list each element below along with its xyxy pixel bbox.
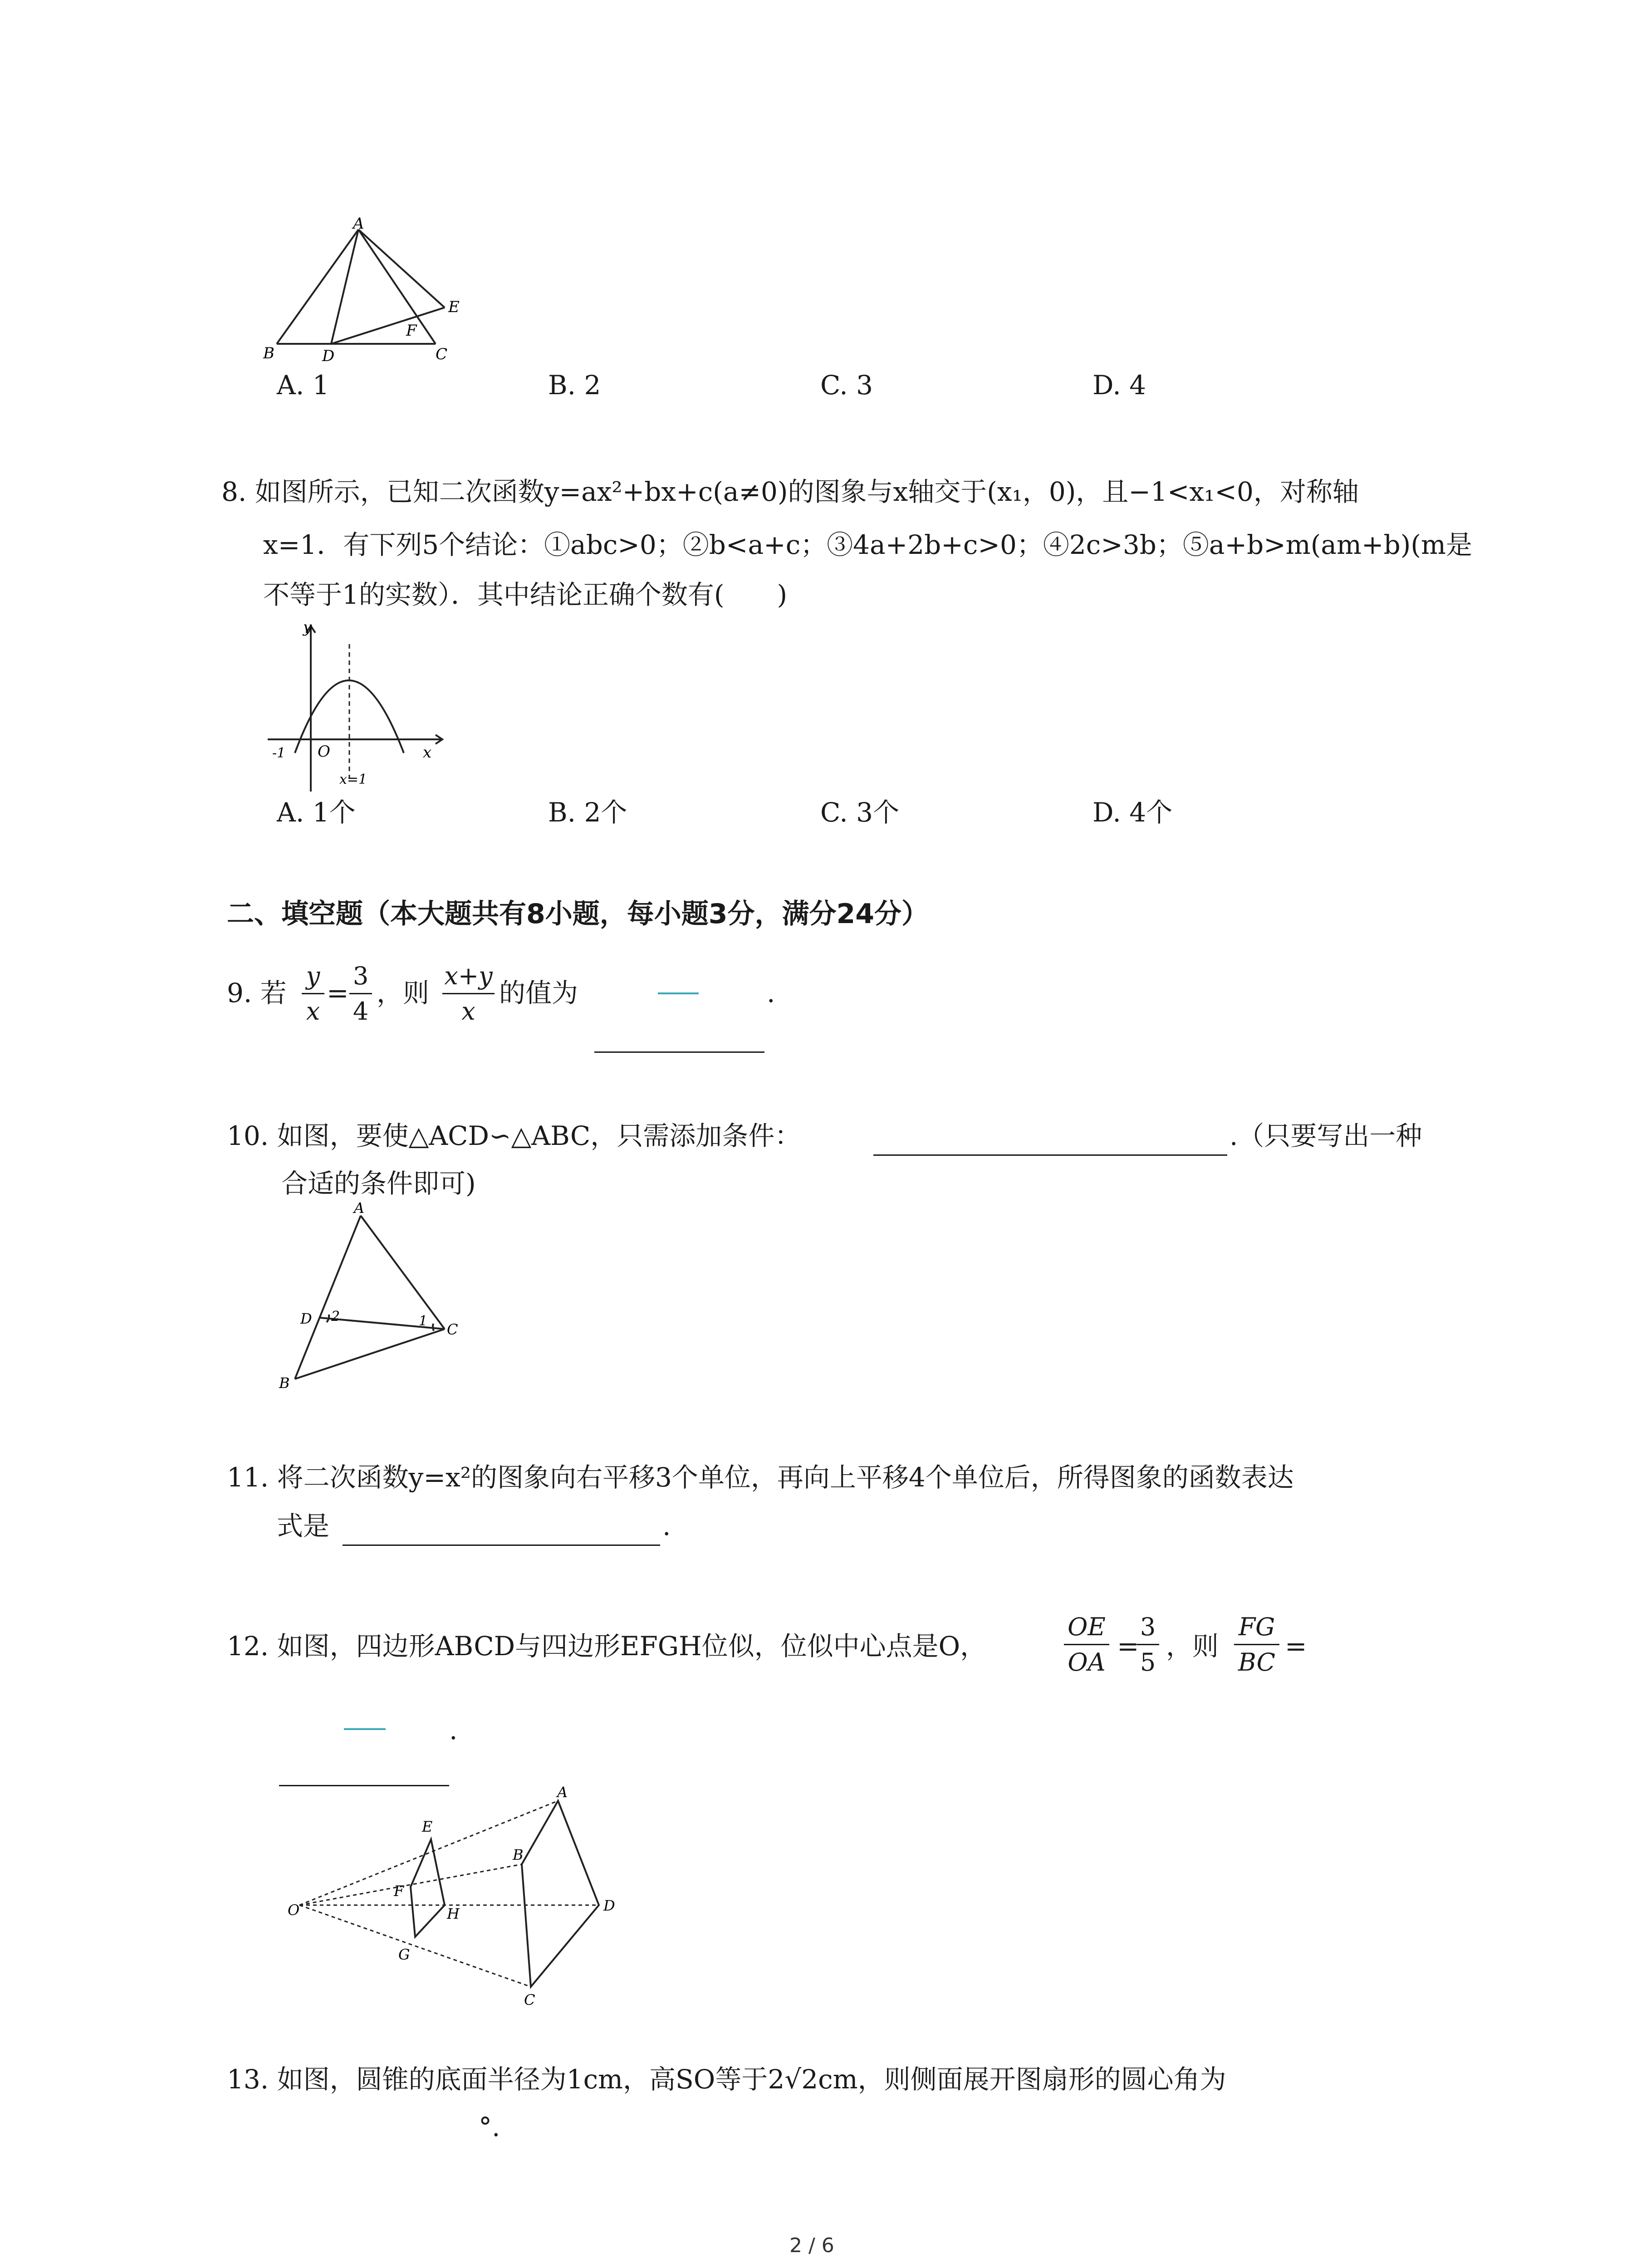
q9-fraction-xplusy-over-x	[442, 962, 495, 1026]
q9-prefix: 9. 若	[227, 978, 287, 1008]
q8-label-x: x	[423, 743, 432, 762]
q8-line-2: x=1．有下列5个结论：①abc>0；②b<a+c；③4a+2b+c>0；④2c>3b；⑤a+b>m(am+b)(m是	[263, 529, 1472, 560]
q10-label-c: C	[447, 1321, 458, 1338]
q12-answer-mark	[344, 1728, 386, 1730]
q7-option-d: D. 4	[1092, 370, 1146, 401]
q8-label-axis: x=1	[339, 772, 367, 787]
q12-homothety-figure	[272, 1783, 626, 2009]
q10-label-angle-2: 2	[331, 1309, 340, 1325]
q9-frac2-den: 4	[353, 997, 369, 1026]
q12-mid: ，则	[1166, 1631, 1219, 1662]
q7-option-b: B. 2	[548, 370, 601, 401]
q12-label-h: H	[447, 1905, 460, 1922]
q11-line-2: 式是	[277, 1510, 330, 1541]
q10-label-d: D	[300, 1310, 312, 1327]
q12-label-f: F	[394, 1882, 404, 1900]
q12-label-b: B	[513, 1846, 524, 1863]
q7-label-f: F	[406, 322, 417, 340]
q8-label-neg1: -1	[272, 745, 286, 761]
q9-frac1-num: y	[306, 962, 320, 990]
q12-label-d: D	[603, 1897, 615, 1914]
q12-label-o: O	[288, 1901, 300, 1919]
q11-period: .	[662, 1510, 671, 1541]
q8-line-3: 不等于1的实数）．其中结论正确个数有( )	[263, 579, 788, 610]
q12-equals: =	[1117, 1631, 1139, 1662]
q12-label-a: A	[557, 1784, 568, 1801]
section-2-title: 二、填空题（本大题共有8小题，每小题3分，满分24分）	[227, 898, 929, 930]
q10-label-b: B	[279, 1374, 290, 1392]
q9-frac2-num: 3	[353, 962, 369, 990]
q8-option-a: A. 1个	[277, 797, 356, 828]
q9-period: .	[767, 978, 775, 1008]
q8-option-b: B. 2个	[548, 797, 627, 828]
q12-label-g: G	[398, 1946, 410, 1963]
q12-frac2-den: 5	[1140, 1648, 1156, 1677]
q7-label-c: C	[436, 345, 448, 363]
q12-fraction-oe-over-oa	[1064, 1613, 1109, 1677]
q12-label-c: C	[524, 1991, 535, 2009]
q12-frac1-den: OA	[1068, 1648, 1106, 1677]
q9-frac3-num: x+y	[444, 962, 493, 990]
q10-label-a: A	[354, 1199, 365, 1217]
q12-frac1-num: OE	[1068, 1613, 1106, 1641]
q7-triangle-figure	[254, 213, 472, 367]
q12-label-e: E	[422, 1818, 433, 1835]
q9-mid: ，则	[377, 978, 430, 1008]
q9-frac3-den: x	[461, 997, 475, 1026]
q7-label-d: D	[322, 347, 335, 365]
q9-answer-blank	[594, 1051, 764, 1053]
q9-suffix: 的值为	[499, 978, 578, 1008]
q9-frac1-den: x	[306, 997, 320, 1026]
q7-label-a: A	[353, 215, 364, 233]
q12-fraction-fg-over-bc	[1234, 1613, 1279, 1677]
q13-line-1: 13. 如图，圆锥的底面半径为1cm，高SO等于2√2cm，则侧面展开图扇形的圆心角为	[227, 2064, 1226, 2095]
q7-label-b: B	[263, 344, 274, 362]
q10-answer-blank	[873, 1154, 1227, 1156]
q13-line-2: °.	[479, 2112, 500, 2142]
q12-prefix: 12. 如图，四边形ABCD与四边形EFGH位似，位似中心点是O，	[227, 1631, 987, 1662]
q12-period: .	[449, 1715, 458, 1745]
q12-frac3-num: FG	[1238, 1613, 1275, 1641]
q9-answer-mark	[658, 992, 699, 994]
q10-label-angle-1: 1	[419, 1313, 428, 1329]
q9-fraction-3-over-4	[349, 962, 372, 1026]
q12-frac3-den: BC	[1238, 1648, 1275, 1677]
q7-option-c: C. 3	[820, 370, 873, 401]
q10-triangle-figure	[272, 1198, 481, 1397]
q12-frac2-num: 3	[1140, 1613, 1156, 1641]
q8-option-d: D. 4个	[1092, 797, 1173, 828]
q11-answer-blank	[343, 1545, 660, 1546]
q8-label-y: y	[303, 618, 312, 636]
q8-option-c: C. 3个	[820, 797, 900, 828]
q8-label-o: O	[318, 743, 330, 761]
q7-label-e: E	[448, 298, 460, 316]
q12-fraction-3-over-5	[1136, 1613, 1159, 1677]
q12-equals-2: =	[1285, 1631, 1307, 1662]
q8-line-1: 8. 如图所示，已知二次函数y=ax²+bx+c(a≠0)的图象与x轴交于(x₁，0)，且−1<x₁<0，对称轴	[221, 476, 1359, 507]
q10-line-2: 合适的条件即可)	[281, 1168, 476, 1199]
q11-line-1: 11. 将二次函数y=x²的图象向右平移3个单位，再向上平移4个单位后，所得图象的函数表达	[227, 1462, 1294, 1493]
q7-option-a: A. 1	[277, 370, 329, 401]
q9-equals: =	[327, 978, 349, 1008]
q10-tail: .（只要写出一种	[1230, 1120, 1422, 1151]
q10-line-1: 10. 如图，要使△ACD∽△ABC，只需添加条件：	[227, 1120, 801, 1151]
q8-parabola-figure	[263, 617, 454, 798]
page-number: 2 / 6	[789, 2234, 834, 2257]
q9-fraction-y-over-x	[302, 962, 324, 1026]
